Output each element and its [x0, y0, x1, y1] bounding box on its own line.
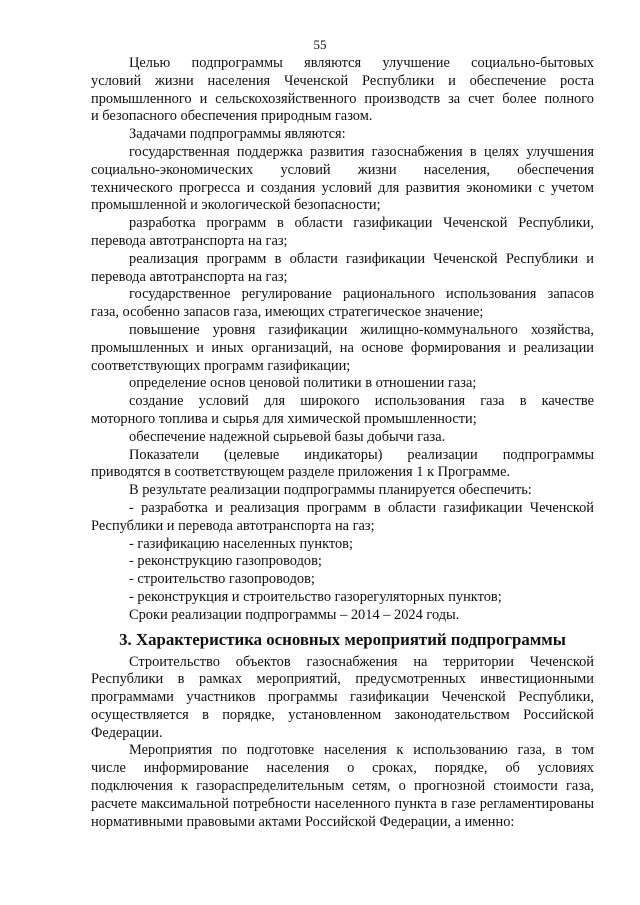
- text-line: 3. Характеристика основных мероприятий подпрограммы: [119, 629, 566, 649]
- text-line: расчете максимальной потребности населенного пункта в газе регламентированы: [91, 795, 594, 812]
- text-line: промышленного и сельскохозяйственного производств за счет более полного: [91, 90, 594, 107]
- text-line: программами участников программы газификации Чеченской Республики,: [91, 689, 594, 706]
- text-line: государственное регулирование рационального использования запасов: [129, 286, 594, 303]
- text-line: Показатели (целевые индикаторы) реализации подпрограммы: [129, 446, 594, 463]
- text-line: нормативными правовыми актами Российской Федерации, а именно:: [91, 813, 515, 830]
- text-line: осуществляется в порядке, установленном законодательством Российской: [91, 706, 594, 723]
- text-line: реализация программ в области газификации Чеченской Республики и: [129, 250, 594, 267]
- text-line: - реконструкцию газопроводов;: [129, 553, 322, 570]
- paragraph: [91, 536, 594, 554]
- paragraph: [91, 375, 594, 393]
- text-line: числе информирование населения о сроках, порядке, об условиях: [91, 760, 594, 777]
- text-line: социально-экономических условий жизни населения, обеспечения: [91, 161, 594, 178]
- paragraph: [91, 215, 594, 251]
- text-line: определение основ ценовой политики в отношении газа;: [129, 375, 477, 392]
- text-line: создание условий для широкого использования газа в качестве: [129, 393, 594, 410]
- text-line: условий жизни населения Чеченской Республики и обеспечение роста: [91, 72, 594, 89]
- paragraph: [91, 55, 594, 126]
- text-line: Федерации.: [91, 724, 163, 741]
- text-line: разработка программ в области газификации Чеченской Республики,: [129, 215, 594, 232]
- text-line: и безопасного обеспечения природным газом.: [91, 108, 373, 125]
- text-line: промышленных и иных организаций, на основе формирования и реализации: [91, 339, 594, 356]
- text-line: Мероприятия по подготовке населения к использованию газа, в том: [129, 742, 594, 759]
- text-line: газа, особенно запасов газа, имеющих стратегическое значение;: [91, 304, 484, 321]
- paragraph: [91, 251, 594, 287]
- text-line: Республики и перевода автотранспорта на газ;: [91, 517, 375, 534]
- text-line: обеспечение надежной сырьевой базы добычи газа.: [129, 428, 446, 445]
- section-heading: [91, 630, 594, 650]
- text-line: технического прогресса и создания условий для развития экономики с учетом: [91, 179, 594, 196]
- text-line: перевода автотранспорта на газ;: [91, 232, 288, 249]
- paragraph: [91, 393, 594, 429]
- text-line: - газификацию населенных пунктов;: [129, 535, 353, 552]
- text-line: моторного топлива и сырья для химической промышленности;: [91, 410, 477, 427]
- paragraph: [91, 589, 594, 607]
- text-line: повышение уровня газификации жилищно-коммунального хозяйства,: [129, 321, 594, 338]
- paragraph: [91, 322, 594, 375]
- text-line: Республики в рамках мероприятий, предусмотренных инвестиционными: [91, 671, 594, 688]
- paragraph: [91, 482, 594, 500]
- paragraph: [91, 654, 594, 743]
- paragraph: [91, 126, 594, 144]
- text-line: подключения к газораспределительным сетям, о прогнозной стоимости газа,: [91, 778, 594, 795]
- text-line: приводятся в соответствующем разделе приложения 1 к Программе.: [91, 464, 511, 481]
- text-line: Задачами подпрограммы являются:: [129, 126, 346, 143]
- text-line: соответствующих программ газификации;: [91, 357, 351, 374]
- text-line: промышленной и экологической безопасности;: [91, 197, 381, 214]
- paragraph: [91, 571, 594, 589]
- text-line: - реконструкция и строительство газорегуляторных пунктов;: [129, 588, 502, 605]
- text-line: Сроки реализации подпрограммы – 2014 – 2024 годы.: [129, 606, 460, 623]
- text-line: Строительство объектов газоснабжения на территории Чеченской: [129, 653, 594, 670]
- text-line: государственная поддержка развития газоснабжения в целях улучшения: [129, 143, 594, 160]
- document-body: [91, 55, 594, 831]
- paragraph: [91, 286, 594, 322]
- paragraph: [91, 742, 594, 831]
- paragraph: [91, 429, 594, 447]
- page-number: 55: [313, 37, 327, 52]
- text-line: перевода автотранспорта на газ;: [91, 268, 288, 285]
- text-line: В результате реализации подпрограммы планируется обеспечить:: [129, 482, 532, 499]
- text-line: Целью подпрограммы являются улучшение социально-бытовых: [129, 55, 594, 71]
- paragraph: [91, 553, 594, 571]
- text-line: - разработка и реализация программ в области газификации Чеченской: [129, 499, 594, 516]
- text-line: - строительство газопроводов;: [129, 571, 315, 588]
- paragraph: [91, 144, 594, 215]
- paragraph: [91, 607, 594, 625]
- paragraph: [91, 447, 594, 483]
- paragraph: [91, 500, 594, 536]
